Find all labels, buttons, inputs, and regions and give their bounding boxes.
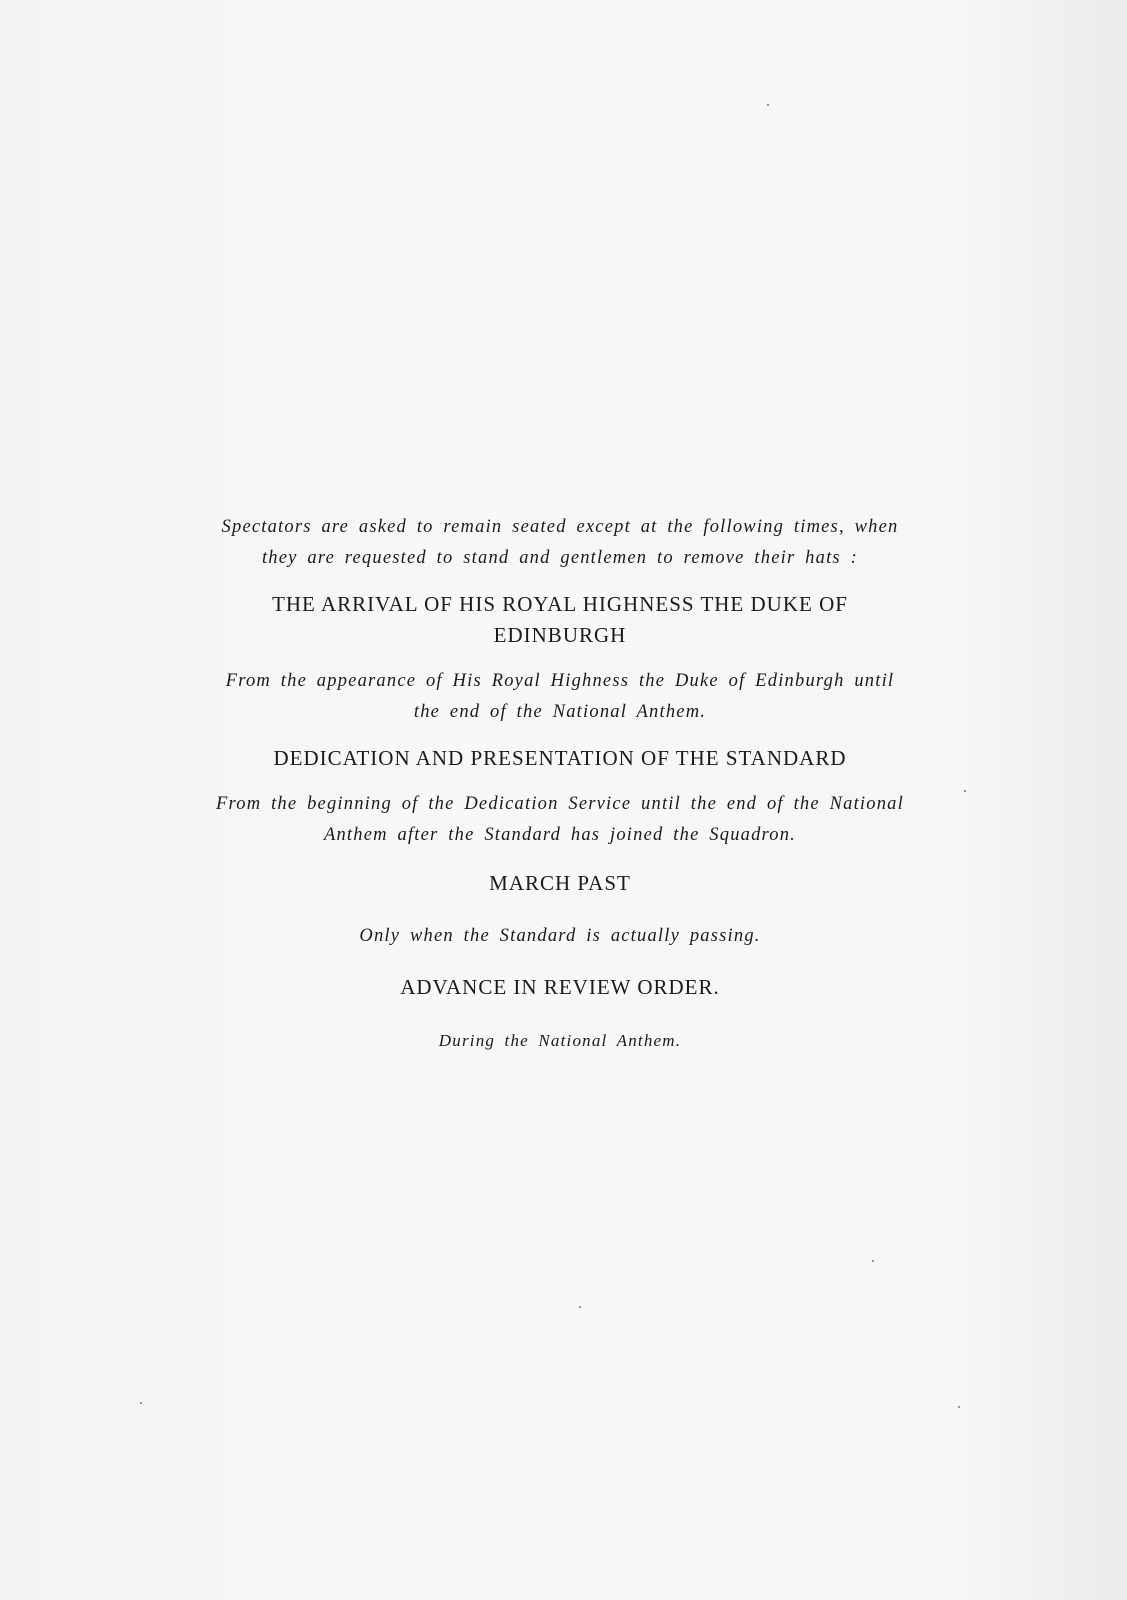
- heading-line: MARCH PAST: [489, 871, 631, 895]
- heading-line: EDINBURGH: [493, 623, 627, 647]
- note-line: Anthem after the Standard has joined the Squadron.: [323, 825, 796, 845]
- intro-line: Spectators are asked to remain seated except at the following times, when: [221, 517, 899, 537]
- section-heading-advance: [160, 972, 960, 1003]
- paper-speck: [579, 1306, 581, 1308]
- paper-speck: [958, 1406, 960, 1408]
- section-note-march-past: [160, 921, 960, 952]
- note-line: Only when the Standard is actually passing.: [359, 926, 761, 946]
- paper-speck: [964, 790, 966, 792]
- section-heading-dedication: [160, 743, 960, 774]
- section-note-arrival: [160, 666, 960, 728]
- seating-instructions: [160, 512, 960, 1056]
- paper-speck: [872, 1260, 874, 1262]
- intro-paragraph: [160, 512, 960, 574]
- intro-line: they are requested to stand and gentlemen to remove their hats :: [261, 548, 859, 568]
- paper-speck: [140, 1402, 142, 1404]
- section-heading-march-past: [160, 868, 960, 899]
- note-line: the end of the National Anthem.: [413, 702, 707, 722]
- section-note-advance: [160, 1025, 960, 1056]
- heading-line: THE ARRIVAL OF HIS ROYAL HIGHNESS THE DUKE OF: [272, 592, 848, 616]
- paper-speck: [767, 104, 769, 106]
- heading-line: ADVANCE IN REVIEW ORDER.: [400, 975, 720, 999]
- section-note-dedication: [160, 789, 960, 851]
- section-heading-arrival: [160, 589, 960, 651]
- note-line: From the appearance of His Royal Highness the Duke of Edinburgh until: [225, 671, 895, 691]
- heading-line: DEDICATION AND PRESENTATION OF THE STANDARD: [273, 746, 847, 770]
- note-line: During the National Anthem.: [438, 1031, 682, 1050]
- note-line: From the beginning of the Dedication Service until the end of the National: [216, 794, 904, 814]
